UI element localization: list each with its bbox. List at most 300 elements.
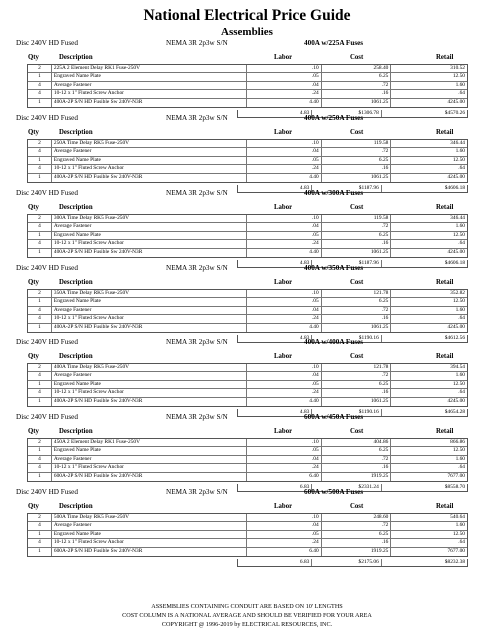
cell-desc: 10-12 x 1" Fluted Screw Anchor <box>52 90 247 97</box>
cell-desc: 10-12 x 1" Fluted Screw Anchor <box>52 539 247 546</box>
cell-retail: 540.64 <box>450 514 465 520</box>
cell-qty: 1 <box>28 249 52 257</box>
cell-labor: .04 <box>247 82 322 89</box>
cell-labor: 6.40 <box>247 548 322 556</box>
cell-cost: .16 <box>322 389 392 396</box>
cell-retail: 866.86 <box>450 439 465 445</box>
cell-desc: Engraved Name Plate <box>52 298 247 305</box>
table-row <box>28 232 467 240</box>
cell-desc: 350A Time Delay RK5 Fuse-250V <box>52 290 247 297</box>
cell-retail: 7677.00 <box>447 472 465 479</box>
cell-desc: 10-12 x 1" Fluted Screw Anchor <box>52 165 247 172</box>
cell-retail: 394.54 <box>450 364 465 370</box>
total-retail: $4570.26 <box>444 110 466 116</box>
cell-cost: .16 <box>322 165 392 172</box>
items-table <box>27 363 468 407</box>
cell-qty: 4 <box>28 90 52 97</box>
cell-qty: 4 <box>28 240 52 247</box>
cell-labor: .24 <box>247 539 322 546</box>
column-header-row <box>0 502 494 512</box>
table-row <box>28 514 467 522</box>
cell-retail: 310.52 <box>450 65 465 71</box>
total-labor: 4.83 <box>238 185 312 192</box>
column-header-row <box>0 128 494 138</box>
cell-desc: 10-12 x 1" Fluted Screw Anchor <box>52 464 247 471</box>
cell-labor: .05 <box>247 298 322 305</box>
column-header-retail: Retail <box>436 129 454 136</box>
column-header-description: Description <box>59 129 93 136</box>
cell-qty: 4 <box>28 539 52 546</box>
cell-desc: 400A-2P S/N HD Fusible Sw 240V-N3R <box>52 99 247 107</box>
total-cost: $2331.24 <box>312 484 381 491</box>
cell-desc: Engraved Name Plate <box>52 232 247 239</box>
section-header <box>0 337 494 348</box>
cell-cost: 1061.25 <box>322 324 392 332</box>
cell-retail: 12.50 <box>452 156 465 163</box>
total-cost: $1190.16 <box>312 409 381 416</box>
total-labor: 6.83 <box>238 559 312 566</box>
cell-desc: 10-12 x 1" Fluted Screw Anchor <box>52 389 247 396</box>
cell-desc: 400A-2P S/N HD Fusible Sw 240V-N3R <box>52 174 247 182</box>
cell-cost: 119.58 <box>322 140 392 147</box>
table-row <box>28 99 467 107</box>
total-labor: 4.83 <box>238 260 312 267</box>
cell-cost: .72 <box>322 456 392 463</box>
column-header-qty: Qty <box>28 54 39 61</box>
cell-qty: 4 <box>28 307 52 314</box>
column-header-retail: Retail <box>436 428 454 435</box>
total-cost: $1190.16 <box>312 335 381 342</box>
section-rating: 400A w/400A Fuses <box>304 338 364 346</box>
cell-qty: 1 <box>28 157 52 164</box>
cell-cost: 6.25 <box>322 447 392 454</box>
table-row <box>28 240 467 248</box>
cell-retail: 1.60 <box>455 223 465 230</box>
cell-desc: Average Fastener <box>52 522 247 529</box>
column-header-description: Description <box>59 428 93 435</box>
cell-labor: .05 <box>247 531 322 538</box>
cell-retail: .64 <box>458 165 465 172</box>
section-enclosure: NEMA 3R 2p3w S/N <box>166 264 228 272</box>
column-header-description: Description <box>59 204 93 211</box>
section-rating: 600A w/500A Fuses <box>304 488 364 496</box>
table-row <box>28 290 467 298</box>
cell-labor: .10 <box>247 140 322 147</box>
cell-cost: 404.86 <box>322 439 392 446</box>
cell-retail: .64 <box>458 464 465 471</box>
cell-cost: 1919.25 <box>322 548 392 556</box>
cell-qty: 4 <box>28 522 52 529</box>
cell-cost: .16 <box>322 240 392 247</box>
cell-desc: Average Fastener <box>52 82 247 89</box>
section-type: Disc 240V HD Fused <box>16 338 78 346</box>
cell-cost: .16 <box>322 464 392 471</box>
column-header-retail: Retail <box>436 353 454 360</box>
table-row <box>28 307 467 315</box>
cell-retail: 12.50 <box>452 447 465 454</box>
table-row <box>28 473 467 481</box>
cell-cost: 1061.25 <box>322 99 392 107</box>
cell-desc: 500A Time Delay RK5 Fuse-250V <box>52 514 247 521</box>
footer-line-1: ASSEMBLIES CONTAINING CONDUIT ARE BASED ON 10' LENGTHS <box>151 603 343 610</box>
cell-qty: 4 <box>28 372 52 379</box>
cell-retail: .64 <box>458 90 465 97</box>
column-header-qty: Qty <box>28 279 39 286</box>
footer-copyright: COPYRIGHT @ 1996-2019 by ELECTRICAL RESOURCES, INC. <box>161 621 333 628</box>
table-row <box>28 82 467 90</box>
cell-desc: Engraved Name Plate <box>52 531 247 538</box>
column-header-retail: Retail <box>436 204 454 211</box>
cell-labor: .10 <box>247 439 322 446</box>
section-enclosure: NEMA 3R 2p3w S/N <box>166 338 228 346</box>
cell-retail: .64 <box>458 539 465 546</box>
cell-desc: Engraved Name Plate <box>52 447 247 454</box>
table-row <box>28 90 467 98</box>
cell-labor: 4.40 <box>247 99 322 107</box>
page-subtitle: Assemblies <box>221 26 273 38</box>
table-row <box>28 389 467 397</box>
cell-qty: 2 <box>28 140 52 147</box>
table-row <box>28 531 467 539</box>
cell-qty: 1 <box>28 398 52 406</box>
cell-labor: .10 <box>247 215 322 222</box>
items-table <box>27 438 468 482</box>
cell-labor: 4.40 <box>247 324 322 332</box>
section-header <box>0 263 494 274</box>
column-header-row <box>0 203 494 213</box>
table-row <box>28 447 467 455</box>
cell-desc: 600A-2P S/N HD Fusible Sw 240V-N3R <box>52 473 247 481</box>
section-type: Disc 240V HD Fused <box>16 189 78 197</box>
column-header-labor: Labor <box>274 129 293 136</box>
cell-retail: 12.50 <box>452 298 465 305</box>
cell-qty: 2 <box>28 215 52 222</box>
cell-retail: 12.50 <box>452 73 465 80</box>
cell-desc: 10-12 x 1" Fluted Screw Anchor <box>52 240 247 247</box>
section-type: Disc 240V HD Fused <box>16 264 78 272</box>
column-header-labor: Labor <box>274 503 293 510</box>
column-header-labor: Labor <box>274 353 293 360</box>
cell-qty: 1 <box>28 324 52 332</box>
cell-labor: .24 <box>247 90 322 97</box>
items-table <box>27 214 468 258</box>
cell-qty: 2 <box>28 65 52 72</box>
cell-retail: 1.60 <box>455 81 465 88</box>
cell-qty: 4 <box>28 315 52 322</box>
cell-labor: .24 <box>247 240 322 247</box>
cell-cost: .72 <box>322 148 392 155</box>
cell-desc: 250A Time Delay RK5 Fuse-250V <box>52 140 247 147</box>
cell-qty: 4 <box>28 165 52 172</box>
section-header <box>0 188 494 199</box>
cell-labor: .10 <box>247 290 322 297</box>
column-header-cost: Cost <box>350 503 364 510</box>
cell-qty: 4 <box>28 148 52 155</box>
cell-retail: 4245.00 <box>447 248 465 255</box>
cell-cost: 248.60 <box>322 514 392 521</box>
cell-desc: Average Fastener <box>52 456 247 463</box>
cell-desc: 600A-2P S/N HD Fusible Sw 240V-N3R <box>52 548 247 556</box>
total-retail: $8558.70 <box>444 484 466 490</box>
column-header-qty: Qty <box>28 129 39 136</box>
section-enclosure: NEMA 3R 2p3w S/N <box>166 189 228 197</box>
total-labor: 4.83 <box>238 409 312 416</box>
cell-cost: .72 <box>322 82 392 89</box>
column-header-row <box>0 53 494 63</box>
table-row <box>28 315 467 323</box>
table-row <box>28 381 467 389</box>
cell-desc: Engraved Name Plate <box>52 157 247 164</box>
total-retail: $4606.18 <box>444 185 466 191</box>
cell-desc: 400A-2P S/N HD Fusible Sw 240V-N3R <box>52 398 247 406</box>
cell-desc: 400A Time Delay RK5 Fuse-250V <box>52 364 247 371</box>
section-enclosure: NEMA 3R 2p3w S/N <box>166 488 228 496</box>
column-header-retail: Retail <box>436 279 454 286</box>
cell-labor: 4.40 <box>247 249 322 257</box>
section-type: Disc 240V HD Fused <box>16 488 78 496</box>
table-row <box>28 364 467 372</box>
cell-qty: 4 <box>28 82 52 89</box>
cell-cost: .72 <box>322 223 392 230</box>
table-row <box>28 174 467 182</box>
cell-cost: .16 <box>322 90 392 97</box>
column-header-labor: Labor <box>274 204 293 211</box>
cell-cost: 6.25 <box>322 381 392 388</box>
cell-retail: 1.60 <box>455 455 465 462</box>
cell-labor: .10 <box>247 65 322 72</box>
column-header-cost: Cost <box>350 129 364 136</box>
column-header-cost: Cost <box>350 428 364 435</box>
column-header-row <box>0 352 494 362</box>
table-row <box>28 140 467 148</box>
total-retail: $4654.28 <box>444 409 466 415</box>
cell-cost: .72 <box>322 307 392 314</box>
section-header <box>0 412 494 423</box>
cell-cost: 6.25 <box>322 73 392 80</box>
column-header-labor: Labor <box>274 54 293 61</box>
cell-desc: 225A 2 Element Delay RK1 Fuse-250V <box>52 65 247 72</box>
cell-desc: 450A 2 Element Delay RK1 Fuse-250V <box>52 439 247 446</box>
column-header-description: Description <box>59 279 93 286</box>
cell-cost: 6.25 <box>322 232 392 239</box>
cell-cost: 1061.25 <box>322 174 392 182</box>
table-row <box>28 539 467 547</box>
column-header-cost: Cost <box>350 279 364 286</box>
cell-retail: 12.50 <box>452 530 465 537</box>
total-labor: 4.83 <box>238 110 312 117</box>
table-row <box>28 215 467 223</box>
cell-retail: 4245.00 <box>447 397 465 404</box>
cell-retail: 4245.00 <box>447 98 465 105</box>
table-row <box>28 464 467 472</box>
cell-labor: .04 <box>247 456 322 463</box>
column-header-retail: Retail <box>436 54 454 61</box>
total-retail: $4612.56 <box>444 335 466 341</box>
cell-retail: 12.50 <box>452 380 465 387</box>
table-row <box>28 157 467 165</box>
column-header-row <box>0 278 494 288</box>
cell-cost: .16 <box>322 539 392 546</box>
cell-retail: .64 <box>458 389 465 396</box>
footer-line-2: COST COLUMN IS A NATIONAL AVERAGE AND SHOULD BE VERIFIED FOR YOUR AREA <box>122 612 372 619</box>
section-type: Disc 240V HD Fused <box>16 39 78 47</box>
cell-retail: 7677.00 <box>447 547 465 554</box>
cell-labor: .04 <box>247 223 322 230</box>
cell-qty: 1 <box>28 232 52 239</box>
table-row <box>28 372 467 380</box>
total-cost: $1187.96 <box>312 260 381 267</box>
cell-cost: 121.78 <box>322 290 392 297</box>
cell-cost: .72 <box>322 522 392 529</box>
cell-qty: 1 <box>28 174 52 182</box>
cell-retail: 352.82 <box>450 290 465 296</box>
column-header-cost: Cost <box>350 204 364 211</box>
column-header-row <box>0 427 494 437</box>
column-header-description: Description <box>59 54 93 61</box>
items-table <box>27 64 468 108</box>
column-header-labor: Labor <box>274 428 293 435</box>
section-header <box>0 487 494 498</box>
cell-qty: 2 <box>28 514 52 521</box>
cell-cost: 1061.25 <box>322 249 392 257</box>
column-header-cost: Cost <box>350 353 364 360</box>
section-type: Disc 240V HD Fused <box>16 114 78 122</box>
cell-cost: 1061.25 <box>322 398 392 406</box>
cell-retail: 346.44 <box>450 140 465 146</box>
total-retail: $4606.18 <box>444 260 466 266</box>
section-enclosure: NEMA 3R 2p3w S/N <box>166 413 228 421</box>
cell-desc: Average Fastener <box>52 307 247 314</box>
cell-qty: 1 <box>28 548 52 556</box>
section-rating: 400A w/250A Fuses <box>304 114 364 122</box>
table-row <box>28 522 467 530</box>
cell-qty: 1 <box>28 381 52 388</box>
cell-desc: 400A-2P S/N HD Fusible Sw 240V-N3R <box>52 249 247 257</box>
cell-desc: Engraved Name Plate <box>52 381 247 388</box>
total-cost: $2175.06 <box>312 559 381 566</box>
items-table <box>27 139 468 183</box>
cell-labor: .24 <box>247 464 322 471</box>
cell-desc: 10-12 x 1" Fluted Screw Anchor <box>52 315 247 322</box>
cell-desc: Average Fastener <box>52 148 247 155</box>
cell-qty: 1 <box>28 298 52 305</box>
cell-desc: Average Fastener <box>52 372 247 379</box>
cell-labor: .10 <box>247 364 322 371</box>
column-header-qty: Qty <box>28 428 39 435</box>
section-enclosure: NEMA 3R 2p3w S/N <box>166 39 228 47</box>
total-labor: 6.83 <box>238 484 312 491</box>
cell-labor: 6.40 <box>247 473 322 481</box>
cell-desc: Average Fastener <box>52 223 247 230</box>
cell-cost: .16 <box>322 315 392 322</box>
total-cost: $1306.78 <box>312 110 381 117</box>
table-row <box>28 298 467 306</box>
cell-labor: .24 <box>247 315 322 322</box>
total-cost: $1187.96 <box>312 185 381 192</box>
cell-labor: .05 <box>247 232 322 239</box>
cell-qty: 2 <box>28 364 52 371</box>
column-header-retail: Retail <box>436 503 454 510</box>
total-labor: 4.83 <box>238 335 312 342</box>
cell-labor: .04 <box>247 307 322 314</box>
table-row <box>28 324 467 332</box>
cell-retail: .64 <box>458 315 465 322</box>
column-header-qty: Qty <box>28 353 39 360</box>
table-row <box>28 148 467 156</box>
cell-desc: 400A-2P S/N HD Fusible Sw 240V-N3R <box>52 324 247 332</box>
column-header-description: Description <box>59 353 93 360</box>
cell-cost: 119.58 <box>322 215 392 222</box>
section-type: Disc 240V HD Fused <box>16 413 78 421</box>
cell-labor: .10 <box>247 514 322 521</box>
cell-qty: 4 <box>28 464 52 471</box>
cell-desc: 300A Time Delay RK5 Fuse-250V <box>52 215 247 222</box>
cell-qty: 1 <box>28 473 52 481</box>
cell-cost: 6.25 <box>322 531 392 538</box>
table-row <box>28 398 467 406</box>
cell-qty: 1 <box>28 99 52 107</box>
cell-desc: Engraved Name Plate <box>52 73 247 80</box>
cell-retail: 12.50 <box>452 231 465 238</box>
table-row <box>28 223 467 231</box>
table-row <box>28 439 467 447</box>
cell-cost: 6.25 <box>322 298 392 305</box>
cell-cost: 258.40 <box>322 65 392 72</box>
cell-retail: 1.60 <box>455 372 465 379</box>
cell-labor: 4.40 <box>247 398 322 406</box>
cell-labor: .05 <box>247 447 322 454</box>
section-rating: 400A w/225A Fuses <box>304 39 364 47</box>
cell-retail: 1.60 <box>455 522 465 529</box>
section-rating: 600A w/450A Fuses <box>304 413 364 421</box>
cell-cost: 1919.25 <box>322 473 392 481</box>
cell-labor: .05 <box>247 381 322 388</box>
table-row <box>28 165 467 173</box>
table-row <box>28 73 467 81</box>
table-row <box>28 249 467 257</box>
cell-qty: 4 <box>28 456 52 463</box>
page-title: National Electrical Price Guide <box>143 7 351 24</box>
cell-retail: 1.60 <box>455 306 465 313</box>
cell-retail: 1.60 <box>455 148 465 155</box>
section-header <box>0 38 494 49</box>
cell-labor: .24 <box>247 389 322 396</box>
totals-row <box>237 559 468 567</box>
table-row <box>28 65 467 73</box>
cell-retail: 4245.00 <box>447 323 465 330</box>
section-header <box>0 113 494 124</box>
cell-cost: 121.78 <box>322 364 392 371</box>
cell-qty: 4 <box>28 223 52 230</box>
cell-cost: 6.25 <box>322 157 392 164</box>
cell-cost: .72 <box>322 372 392 379</box>
cell-qty: 1 <box>28 531 52 538</box>
cell-labor: .04 <box>247 522 322 529</box>
cell-retail: .64 <box>458 240 465 247</box>
column-header-qty: Qty <box>28 503 39 510</box>
cell-labor: .05 <box>247 157 322 164</box>
cell-qty: 2 <box>28 439 52 446</box>
column-header-description: Description <box>59 503 93 510</box>
cell-labor: 4.40 <box>247 174 322 182</box>
cell-qty: 1 <box>28 447 52 454</box>
cell-labor: .04 <box>247 148 322 155</box>
items-table <box>27 289 468 333</box>
column-header-cost: Cost <box>350 54 364 61</box>
cell-labor: .05 <box>247 73 322 80</box>
items-table <box>27 513 468 557</box>
cell-retail: 4245.00 <box>447 173 465 180</box>
